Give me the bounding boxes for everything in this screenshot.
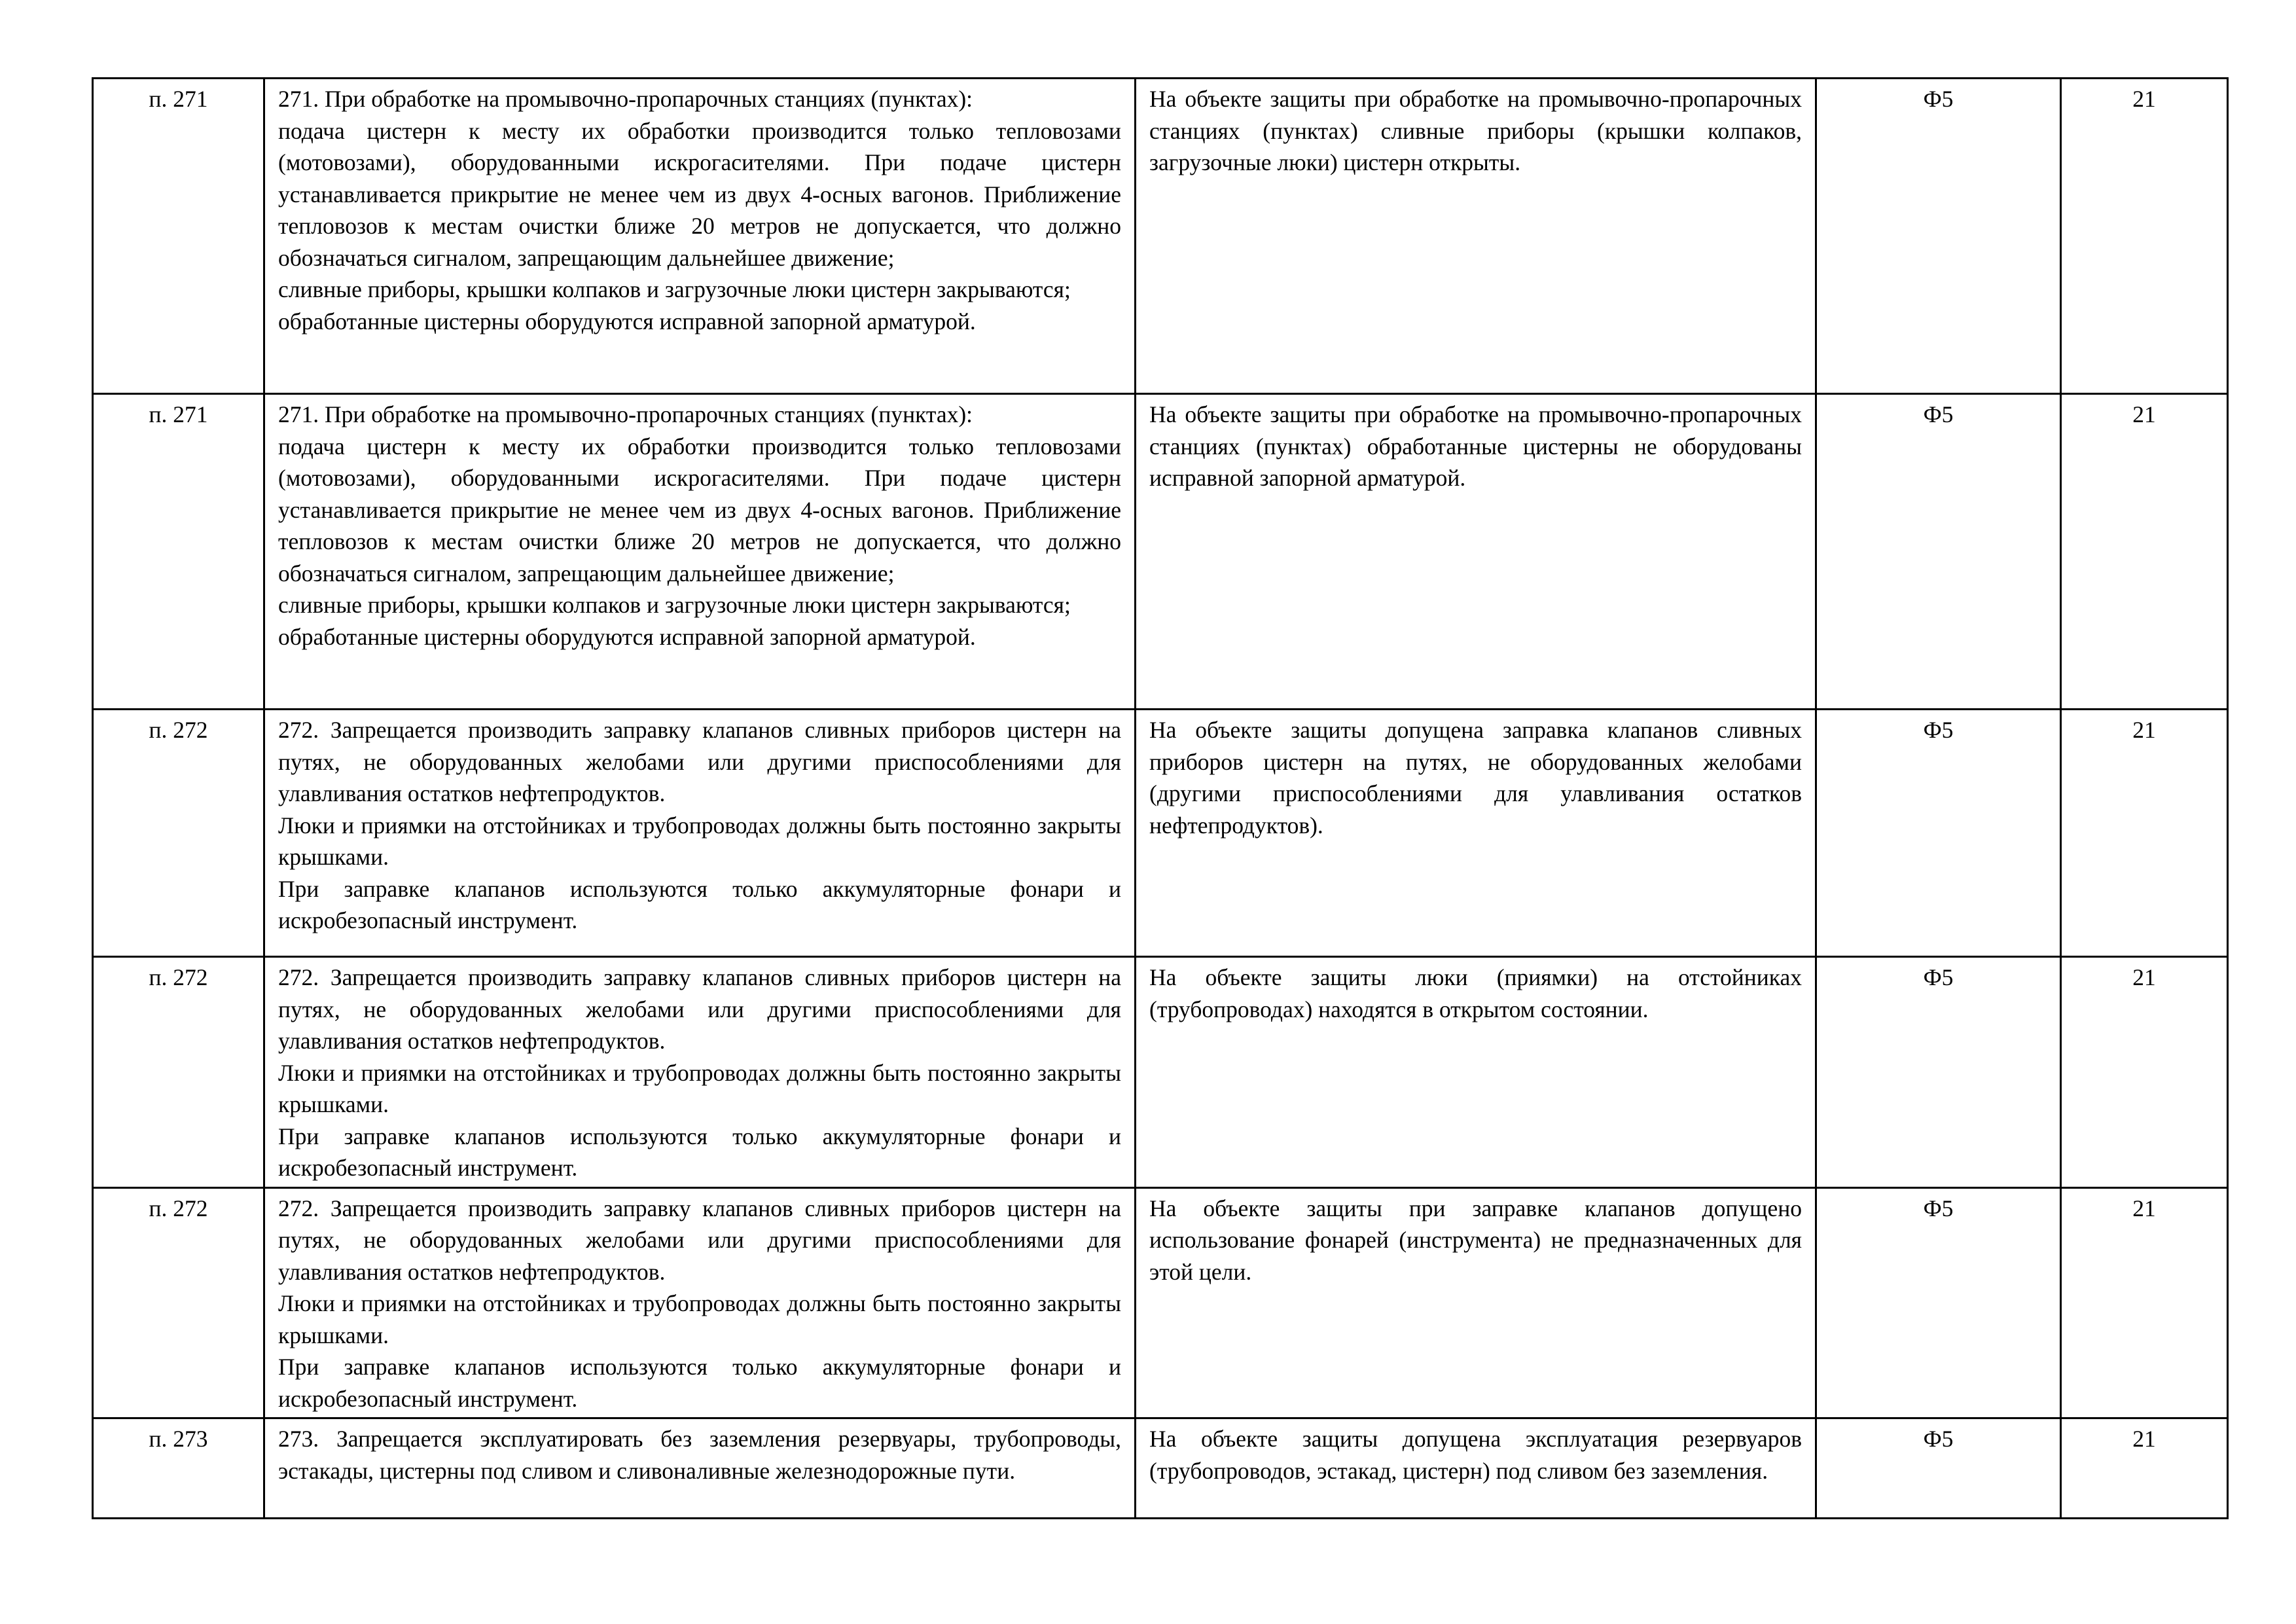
part-cell: 21 (2061, 394, 2228, 710)
requirements-table (92, 77, 2229, 1519)
clause-paragraph: 272. Запрещается производить заправку клапанов сливных приборов цистерн на путях, не оборудованных желобами или другими приспособлениями для улавливания остатков нефтепродуктов. (278, 717, 1121, 806)
clause-text (264, 957, 1136, 1188)
clause-paragraph: 272. Запрещается производить заправку клапанов сливных приборов цистерн на путях, не оборудованных желобами или другими приспособлениями для улавливания остатков нефтепродуктов. (278, 1195, 1121, 1285)
clause-paragraph: 271. При обработке на промывочно-пропарочных станциях (пунктах): (278, 401, 973, 427)
clause-ref: п. 272 (93, 710, 264, 957)
clause-paragraph: Люки и приямки на отстойниках и трубопроводах должны быть постоянно закрыты крышками. (278, 1059, 1121, 1117)
clause-ref: п. 273 (93, 1418, 264, 1519)
violation-description: На объекте защиты при обработке на промывочно-пропарочных станциях (пунктах) обработанные цистерны не оборудованы исправной запорной арматурой. (1136, 394, 1816, 710)
clause-text (264, 79, 1136, 394)
clause-paragraph: При заправке клапанов используются только аккумуляторные фонари и искробезопасный инструмент. (278, 1123, 1121, 1181)
violation-description: На объекте защиты допущена эксплуатация резервуаров (трубопроводов, эстакад, цистерн) под сливом без заземления. (1136, 1418, 1816, 1519)
code-cell: Ф5 (1816, 1187, 2061, 1418)
clause-ref: п. 271 (93, 394, 264, 710)
table-row (93, 79, 2228, 394)
part-cell: 21 (2061, 710, 2228, 957)
clause-paragraph: 273. Запрещается эксплуатировать без заземления резервуары, трубопроводы, эстакады, цистерны под сливом и сливоналивные железнодорожные пути. (278, 1426, 1121, 1484)
part-cell: 21 (2061, 79, 2228, 394)
clause-paragraph: подача цистерн к месту их обработки производится только тепловозами (мотовозами), оборудованными искрогасителями. При подаче цистерн устанавливается прикрытие не менее чем из двух 4-осных вагонов. Приближение тепловозов к местам очистки ближе 20 метров не допускается, что должно обозначаться сигналом, запрещающим дальнейшее движение; (278, 117, 1121, 271)
code-cell: Ф5 (1816, 957, 2061, 1188)
violation-description: На объекте защиты люки (приямки) на отстойниках (трубопроводах) находятся в открытом состоянии. (1136, 957, 1816, 1188)
part-cell: 21 (2061, 957, 2228, 1188)
code-cell: Ф5 (1816, 79, 2061, 394)
table-row (93, 1187, 2228, 1418)
clause-paragraph: подача цистерн к месту их обработки производится только тепловозами (мотовозами), оборудованными искрогасителями. При подаче цистерн устанавливается прикрытие не менее чем из двух 4-осных вагонов. Приближение тепловозов к местам очистки ближе 20 метров не допускается, что должно обозначаться сигналом, запрещающим дальнейшее движение; (278, 433, 1121, 586)
violation-description: На объекте защиты при обработке на промывочно-пропарочных станциях (пунктах) сливные приборы (крышки колпаков, загрузочные люки) цистерн открыты. (1136, 79, 1816, 394)
code-cell: Ф5 (1816, 1418, 2061, 1519)
violation-description: На объекте защиты при заправке клапанов допущено использование фонарей (инструмента) не предназначенных для этой цели. (1136, 1187, 1816, 1418)
part-cell: 21 (2061, 1418, 2228, 1519)
violation-description: На объекте защиты допущена заправка клапанов сливных приборов цистерн на путях, не оборудованных желобами (другими приспособлениями для улавливания остатков нефтепродуктов). (1136, 710, 1816, 957)
document-page (92, 77, 2227, 1519)
clause-paragraph: При заправке клапанов используются только аккумуляторные фонари и искробезопасный инструмент. (278, 1354, 1121, 1412)
code-cell: Ф5 (1816, 394, 2061, 710)
clause-paragraph: 272. Запрещается производить заправку клапанов сливных приборов цистерн на путях, не оборудованных желобами или другими приспособлениями для улавливания остатков нефтепродуктов. (278, 964, 1121, 1054)
clause-paragraph: При заправке клапанов используются только аккумуляторные фонари и искробезопасный инструмент. (278, 875, 1121, 933)
clause-paragraph: Люки и приямки на отстойниках и трубопроводах должны быть постоянно закрыты крышками. (278, 1290, 1121, 1348)
clause-paragraph: Люки и приямки на отстойниках и трубопроводах должны быть постоянно закрыты крышками. (278, 812, 1121, 870)
clause-paragraph: обработанные цистерны оборудуются исправной запорной арматурой. (278, 308, 976, 334)
clause-text (264, 1187, 1136, 1418)
clause-paragraph: сливные приборы, крышки колпаков и загрузочные люки цистерн закрываются; (278, 592, 1071, 618)
clause-ref: п. 272 (93, 1187, 264, 1418)
clause-text (264, 710, 1136, 957)
table-row (93, 394, 2228, 710)
table-row (93, 1418, 2228, 1519)
code-cell: Ф5 (1816, 710, 2061, 957)
clause-paragraph: обработанные цистерны оборудуются исправной запорной арматурой. (278, 623, 976, 650)
clause-text (264, 1418, 1136, 1519)
table-row (93, 957, 2228, 1188)
clause-paragraph: 271. При обработке на промывочно-пропарочных станциях (пунктах): (278, 86, 973, 112)
clause-text (264, 394, 1136, 710)
part-cell: 21 (2061, 1187, 2228, 1418)
clause-paragraph: сливные приборы, крышки колпаков и загрузочные люки цистерн закрываются; (278, 276, 1071, 302)
clause-ref: п. 271 (93, 79, 264, 394)
clause-ref: п. 272 (93, 957, 264, 1188)
table-row (93, 710, 2228, 957)
